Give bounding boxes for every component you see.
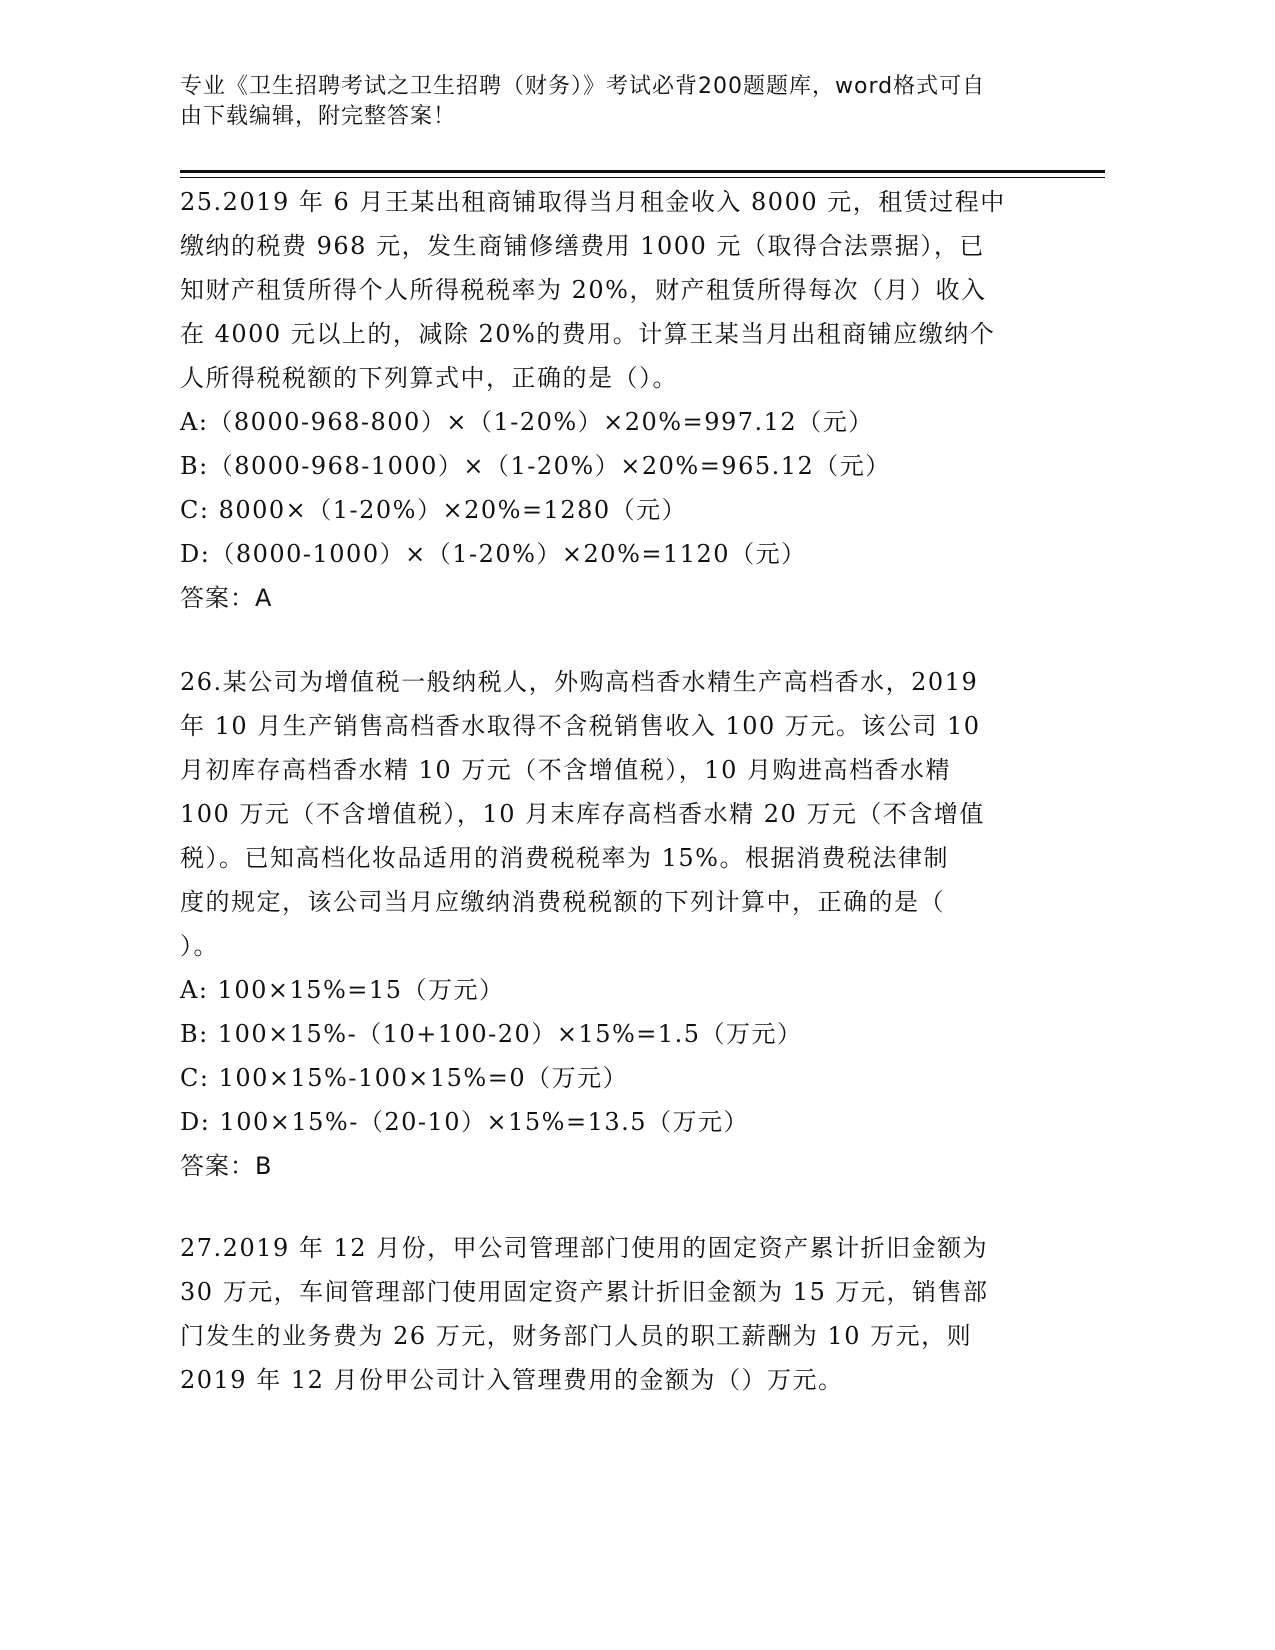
header-line-1: 专业《卫生招聘考试之卫生招聘（财务）》考试必背200题题库，word格式可自 <box>180 74 986 99</box>
question-stem-line: 25.2019 年 6 月王某出租商铺取得当月租金收入 8000 元，租赁过程中 <box>180 188 1006 216</box>
answer-line: 答案：A <box>180 584 273 612</box>
question-25 <box>180 180 1050 620</box>
option-c: C: 8000×（1-20%）×20%=1280（元） <box>180 496 688 524</box>
question-26 <box>180 660 1050 1188</box>
question-27 <box>180 1226 1050 1402</box>
option-d: D:（8000-1000）×（1-20%）×20%=1120（元） <box>180 540 807 568</box>
question-stem-line: 30 万元，车间管理部门使用固定资产累计折旧金额为 15 万元，销售部 <box>180 1278 989 1306</box>
question-stem-line: 月初库存高档香水精 10 万元（不含增值税），10 月购进高档香水精 <box>180 756 951 784</box>
question-stem-line: 税）。已知高档化妆品适用的消费税税率为 15%。根据消费税法律制 <box>180 844 949 872</box>
question-stem-line: 度的规定，该公司当月应缴纳消费税税额的下列计算中，正确的是（ <box>180 888 945 916</box>
question-stem-line: 27.2019 年 12 月份，甲公司管理部门使用的固定资产累计折旧金额为 <box>180 1234 989 1262</box>
question-stem-line: 26.某公司为增值税一般纳税人，外购高档香水精生产高档香水，2019 <box>180 668 979 696</box>
question-stem-line: 门发生的业务费为 26 万元，财务部门人员的职工薪酬为 10 万元，则 <box>180 1322 973 1350</box>
question-stem-line: ）。 <box>180 932 219 960</box>
document-header <box>180 72 1080 132</box>
option-c: C: 100×15%-100×15%=0（万元） <box>180 1064 629 1092</box>
question-stem-line: 缴纳的税费 968 元，发生商铺修缮费用 1000 元（取得合法票据），已 <box>180 232 985 260</box>
option-a: A: 100×15%=15（万元） <box>180 976 505 1004</box>
option-b: B: 100×15%-（10+100-20）×15%=1.5（万元） <box>180 1020 803 1048</box>
answer-line: 答案：B <box>180 1152 273 1180</box>
question-stem-line: 在 4000 元以上的，减除 20%的费用。计算王某当月出租商铺应缴纳个 <box>180 320 996 348</box>
question-stem-line: 人所得税税额的下列算式中，正确的是（）。 <box>180 364 678 392</box>
question-stem-line: 2019 年 12 月份甲公司计入管理费用的金额为（）万元。 <box>180 1366 844 1394</box>
option-b: B:（8000-968-1000）×（1-20%）×20%=965.12（元） <box>180 452 891 480</box>
question-stem-line: 知财产租赁所得个人所得税税率为 20%，财产租赁所得每次（月）收入 <box>180 276 987 304</box>
option-a: A:（8000-968-800）×（1-20%）×20%=997.12（元） <box>180 408 874 436</box>
question-stem-line: 年 10 月生产销售高档香水取得不含税销售收入 100 万元。该公司 10 <box>180 712 981 740</box>
header-divider-thick <box>180 170 1105 173</box>
header-line-2: 由下载编辑，附完整答案！ <box>180 104 457 129</box>
question-stem-line: 100 万元（不含增值税），10 月末库存高档香水精 20 万元（不含增值 <box>180 800 985 828</box>
header-divider-thin <box>180 177 1105 178</box>
option-d: D: 100×15%-（20-10）×15%=13.5（万元） <box>180 1108 750 1136</box>
